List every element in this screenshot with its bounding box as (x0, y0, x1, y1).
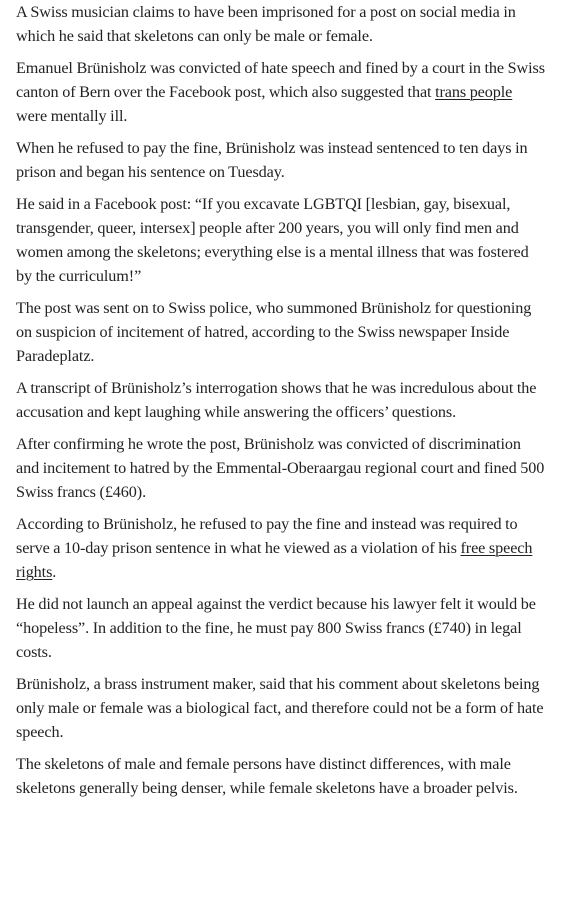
free-speech-rights-link[interactable]: free speech rights (16, 539, 533, 581)
paragraph-text: He said in a Facebook post: “If you excavate LGBTQI [lesbian, gay, bisexual, transgender, queer, intersex] people after 200 years, you will only find men and women among the skeletons; everything else is a mental illness that was fostered by the curriculum!” (16, 195, 529, 285)
paragraph-2 (16, 56, 546, 128)
paragraph-text: Emanuel Brünisholz was convicted of hate speech and fined by a court in the Swiss canton of Bern over the Facebook post, which also suggested that (16, 59, 545, 101)
paragraph-text: Brünisholz, a brass instrument maker, said that his comment about skeletons being only male or female was a biological fact, and therefore could not be a form of hate speech. (16, 675, 544, 741)
paragraph-5 (16, 296, 546, 368)
paragraph-text: The skeletons of male and female persons have distinct differences, with male skeletons generally being denser, while female skeletons have a broader pelvis. (16, 755, 518, 797)
paragraph-1 (16, 0, 546, 48)
paragraph-11 (16, 752, 546, 800)
paragraph-text: When he refused to pay the fine, Brünisholz was instead sentenced to ten days in prison and began his sentence on Tuesday. (16, 139, 528, 181)
paragraph-text: The post was sent on to Swiss police, who summoned Brünisholz for questioning on suspicion of incitement of hatred, according to the Swiss newspaper Inside Paradeplatz. (16, 299, 532, 365)
paragraph-3 (16, 136, 546, 184)
paragraph-text: . (52, 563, 57, 581)
paragraph-6 (16, 376, 546, 424)
paragraph-10 (16, 672, 546, 744)
paragraph-text: According to Brünisholz, he refused to pay the fine and instead was required to serve a 10-day prison sentence in what he viewed as a violation of his (16, 515, 518, 557)
paragraph-text: He did not launch an appeal against the verdict because his lawyer felt it would be “hopeless”. In addition to the fine, he must pay 800 Swiss francs (£740) in legal costs. (16, 595, 536, 661)
paragraph-text: were mentally ill. (16, 107, 128, 125)
paragraph-9 (16, 592, 546, 664)
paragraph-7 (16, 432, 546, 504)
paragraph-text: A Swiss musician claims to have been imprisoned for a post on social media in which he said that skeletons can only be male or female. (16, 3, 516, 45)
paragraph-text: After confirming he wrote the post, Brünisholz was convicted of discrimination and incitement to hatred by the Emmental-Oberaargau regional court and fined 500 Swiss francs (£460). (16, 435, 545, 501)
paragraph-8 (16, 512, 546, 584)
paragraph-4 (16, 192, 546, 288)
paragraph-text: A transcript of Brünisholz’s interrogation shows that he was incredulous about the accusation and kept laughing while answering the officers’ questions. (16, 379, 537, 421)
trans-people-link[interactable]: trans people (435, 83, 513, 101)
